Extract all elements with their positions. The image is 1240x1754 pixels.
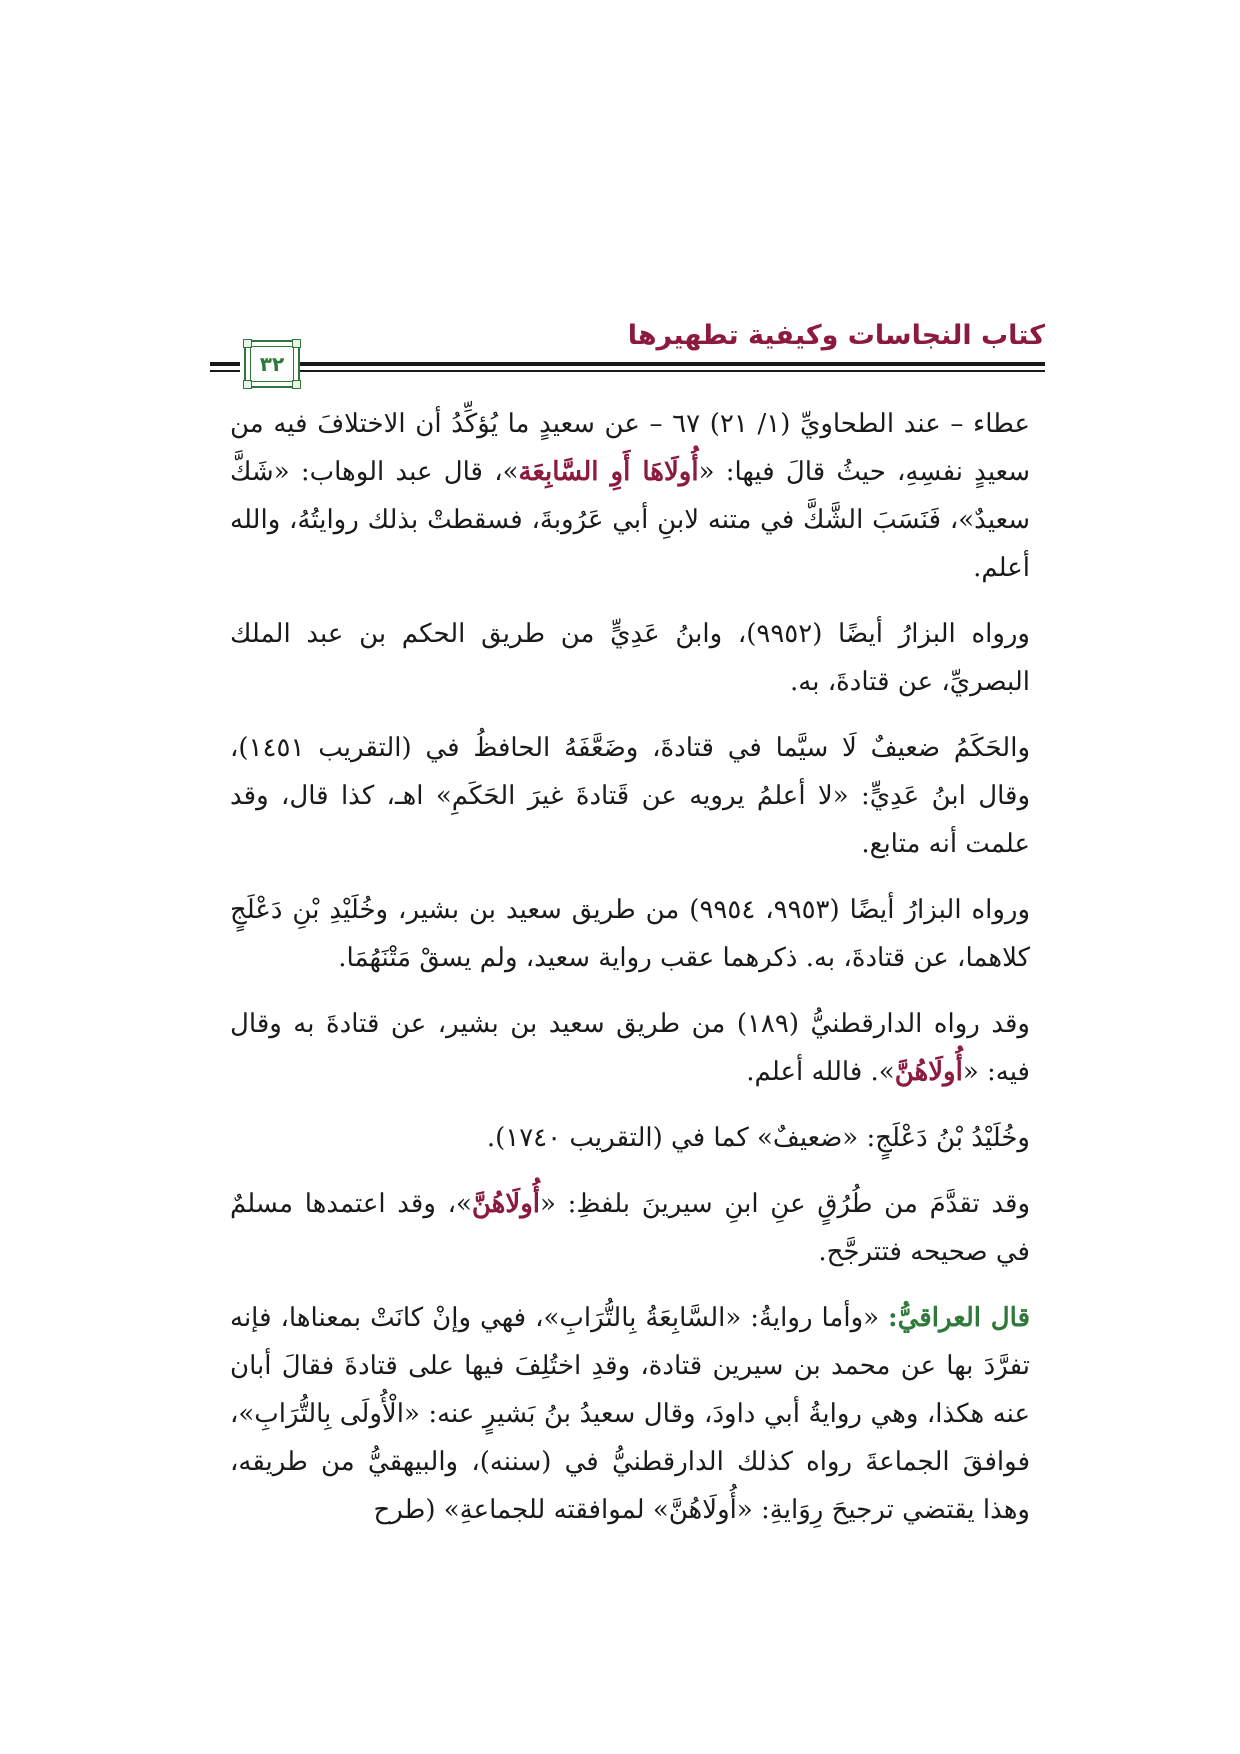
quoted-term: أُولَاهُنَّ	[894, 1057, 963, 1087]
page-body	[230, 400, 1030, 1534]
text-segment: »، وقد اعتمدها مسلمٌ في صحيحه فتترجَّح.	[230, 1189, 1030, 1267]
paragraph	[230, 1000, 1030, 1096]
text-segment: ورواه البزارُ أيضًا (٩٩٥٣، ٩٩٥٤) من طريق سعيد بن بشير، وخُلَيْدِ بْنِ دَعْلَجٍ كلاهما، عن قتادةَ، به. ذكرهما عقب رواية سعيد، ولم يسقْ مَتْنَهُمَا.	[230, 895, 1031, 973]
header-rule-left-thin-line	[210, 370, 240, 372]
paragraph	[230, 1294, 1030, 1534]
text-segment: »، قال عبد الوهاب: «شَكَّ سعيدٌ»، فَنَسَبَ الشَّكَّ في متنه لابنِ أبي عَرُوبةَ، فسقطتْ بذلك روايتُهُ، والله أعلم.	[230, 457, 1030, 583]
header-rule-thick-line	[300, 362, 1045, 366]
paragraph	[230, 610, 1030, 706]
page-header	[210, 312, 1045, 392]
paragraph	[230, 1114, 1030, 1162]
text-segment: والحَكَمُ ضعيفٌ لَا سيَّما في قتادةَ، وضَعَّفَهُ الحافظُ في (التقريب ١٤٥١)، وقال ابنُ عَدِيٍّ: «لا أعلمُ يرويه عن قَتادةَ غيرَ الحَكَمِ» اهـ، كذا قال، وقد علمت أنه متابع.	[230, 733, 1030, 859]
header-rule	[300, 362, 1045, 374]
page-number-badge	[244, 340, 300, 388]
quoted-term: أُولَاهَا أَوِ السَّابِعَة	[518, 457, 699, 487]
paragraph	[230, 1180, 1030, 1276]
text-segment: ». فالله أعلم.	[746, 1057, 895, 1087]
quoted-term: أُولَاهُنَّ	[471, 1189, 541, 1219]
page-number: ٣٢	[250, 346, 294, 382]
paragraph	[230, 724, 1030, 868]
text-segment: وقد رواه الدارقطنيُّ (١٨٩) من طريق سعيد بن بشير، عن قتادةَ به وقال فيه: «	[230, 1009, 1030, 1087]
header-rule-left-thick-line	[210, 362, 240, 366]
paragraph	[230, 886, 1030, 982]
text-segment: وقد تقدَّمَ من طُرُقٍ عنِ ابنِ سيرينَ بلفظِ: «	[540, 1189, 1031, 1219]
paragraph	[230, 400, 1030, 592]
text-segment: ورواه البزارُ أيضًا (٩٩٥٢)، وابنُ عَدِيٍّ من طريق الحكم بن عبد الملك البصريِّ، عن قتادةَ، به.	[230, 619, 1030, 697]
text-segment: وخُلَيْدُ بْنُ دَعْلَجٍ: «ضعيفٌ» كما في (التقريب ١٧٤٠).	[486, 1123, 1030, 1153]
quote-attribution: قال العراقيُّ:	[888, 1303, 1031, 1333]
book-title: كتاب النجاسات وكيفية تطهيرها	[627, 320, 1045, 351]
header-rule-thin-line	[300, 370, 1045, 372]
text-segment: «وأما روايةُ: «السَّابِعَةُ بِالتُّرَابِ»، فهي وإنْ كانَتْ بمعناها، فإنه تفرَّدَ بها عن محمد بن سيرين قتادة، وقدِ اختُلِفَ فيها على قتادةَ فقالَ أبان عنه هكذا، وهي روايةُ أبي داودَ، وقال سعيدُ بنُ بَشيرٍ عنه: «الْأُولَى بِالتُّرَابِ»، فوافقَ الجماعةَ رواه كذلك الدارقطنيُّ في (سننه)، والبيهقيُّ من طريقه، وهذا يقتضي ترجيحَ رِوَايةِ: «أُولَاهُنَّ» لموافقته للجماعةِ» (طرح	[230, 1303, 1030, 1525]
text-segment: عطاء – عند الطحاويِّ (١/ ٢١) ٦٧ – عن سعيدٍ ما يُؤكِّدُ أن الاختلافَ فيه من سعيدٍ نفسِهِ، حيثُ قالَ فيها: «	[230, 409, 1031, 487]
header-rule-left	[210, 362, 240, 374]
